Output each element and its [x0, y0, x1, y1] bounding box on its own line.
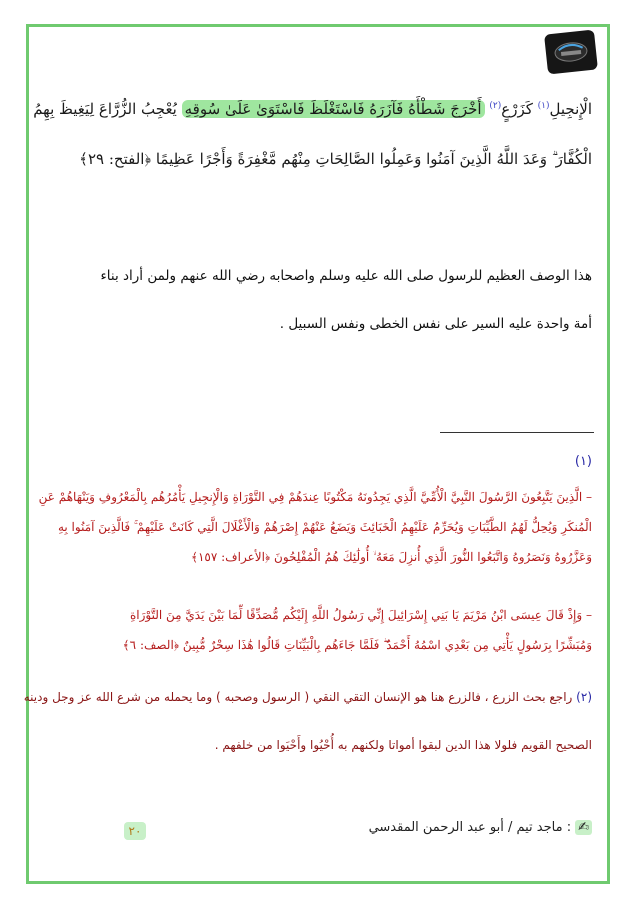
verse-line-1	[33, 100, 592, 118]
verse-line-2: الْكُفَّارَ ۗ وَعَدَ اللَّهُ الَّذِينَ آمَنُوا وَعَمِلُوا الصَّالِحَاتِ مِنْهُم مَّغْفِرَةً وَأَجْرًا عَظِيمًا ﴿الفتح: ٢٩﴾	[79, 150, 592, 168]
pen-icon: ✍	[575, 820, 592, 835]
verse-word: يُعْجِبُ الزُّرَّاعَ لِيَغِيظَ بِهِمُ	[33, 100, 177, 118]
verse-word: كَزَرْعٍ	[501, 100, 533, 118]
footnote-2-text: راجع بحث الزرع ، فالزرع هنا هو الإنسان التقي النقي ( الرسول وصحبه ) وما يحمله من شرع الله عز وجل ودينه	[23, 690, 573, 704]
paragraph-line-1: هذا الوصف العظيم للرسول صلى الله عليه وسلم واصحابه رضي الله عنهم ولمن أراد بناء	[100, 268, 592, 284]
logo-icon	[544, 29, 598, 74]
footnote-ref-2[interactable]: (٢)	[489, 101, 502, 111]
footnote-number-2: (٢)	[576, 690, 592, 704]
footnote-1b-line-1: – وَإِذْ قَالَ عِيسَى ابْنُ مَرْيَمَ يَا بَنِي إِسْرَائِيلَ إِنِّي رَسُولُ اللَّهِ إِلَيْكُم مُّصَدِّقًا لِّمَا بَيْنَ يَدَيَّ مِنَ التَّوْرَاةِ	[129, 608, 592, 622]
footnote-2-line-1	[23, 690, 592, 704]
footnote-number-1: (١)	[574, 454, 592, 469]
footnote-1a-line-3: وَعَزَّرُوهُ وَنَصَرُوهُ وَاتَّبَعُوا النُّورَ الَّذِي أُنزِلَ مَعَهُ ۙ أُولَٰئِكَ هُمُ الْمُفْلِحُونَ ﴿الأعراف: ١٥٧﴾	[190, 550, 592, 564]
verse-highlight: أَخْرَجَ شَطْأَهُ فَآزَرَهُ فَاسْتَغْلَظَ فَاسْتَوَىٰ عَلَىٰ سُوقِهِ	[182, 100, 485, 118]
footnote-2-line-2: الصحيح القويم فلولا هذا الدين لبقوا أمواتا ولكنهم به أُحْيُوا وأَحْيَوا من خلفهم .	[214, 738, 592, 752]
footnote-1b-line-2: وَمُبَشِّرًا بِرَسُولٍ يَأْتِي مِن بَعْدِي اسْمُهُ أَحْمَدُ ۖ فَلَمَّا جَاءَهُم بِالْبَيِّنَاتِ قَالُوا هَٰذَا سِحْرٌ مُّبِينٌ ﴿الصف: ٦﴾	[122, 638, 592, 652]
logo-graphic	[550, 37, 592, 67]
page-number: ٢٠	[124, 822, 146, 840]
footnote-ref-1[interactable]: (١)	[537, 101, 550, 111]
verse-word: الْإِنجِيلِ	[549, 100, 592, 118]
paragraph-line-2: أمة واحدة عليه السير على نفس الخطى ونفس السبيل .	[279, 316, 592, 332]
footnote-separator	[440, 432, 594, 433]
author-signature	[369, 820, 592, 835]
author-name: : ماجد تيم / أبو عبد الرحمن المقدسي	[368, 820, 572, 835]
footnote-1a-line-1: – الَّذِينَ يَتَّبِعُونَ الرَّسُولَ النَّبِيَّ الْأُمِّيَّ الَّذِي يَجِدُونَهُ مَكْتُوبًا عِندَهُمْ فِي التَّوْرَاةِ وَالْإِنجِيلِ يَأْمُرُهُم بِالْمَعْرُوفِ وَيَنْهَاهُمْ عَنِ	[38, 490, 592, 504]
footnote-1a-line-2: الْمُنكَرِ وَيُحِلُّ لَهُمُ الطَّيِّبَاتِ وَيُحَرِّمُ عَلَيْهِمُ الْخَبَائِثَ وَيَضَعُ عَنْهُمْ إِصْرَهُمْ وَالْأَغْلَالَ الَّتِي كَانَتْ عَلَيْهِمْ ۚ فَالَّذِينَ آمَنُوا بِهِ	[57, 520, 592, 534]
